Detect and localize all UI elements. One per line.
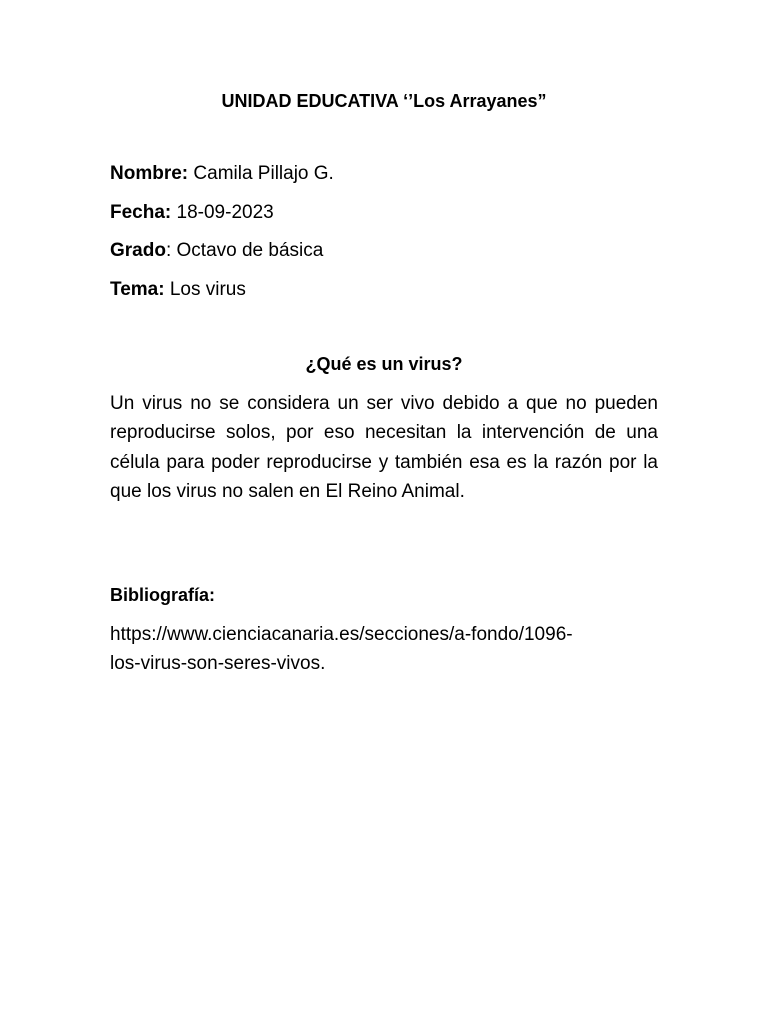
field-tema — [110, 277, 246, 303]
bibliography-reference-line1: https://www.cienciacanaria.es/secciones/a-fondo/1096- — [110, 624, 573, 645]
body-paragraph: Un virus no se considera un ser vivo debido a que no pueden reproducirse solos, por eso necesitan la intervención de una célula para poder reproducirse y también esa es la razón por la que los virus no salen en El Reino Animal. — [110, 393, 658, 502]
field-nombre-label: Nombre: — [110, 163, 189, 184]
field-nombre-value: Camila Pillajo G. — [188, 163, 334, 184]
field-fecha — [110, 200, 274, 226]
field-tema-label: Tema: — [110, 279, 165, 300]
section-heading: ¿Qué es un virus? — [305, 354, 463, 374]
field-tema-value: Los virus — [164, 279, 246, 300]
field-nombre — [110, 161, 334, 187]
field-grado — [110, 238, 323, 264]
document-title: UNIDAD EDUCATIVA ‘’Los Arrayanes” — [221, 91, 547, 111]
bibliography-reference-line2: los-virus-son-seres-vivos. — [110, 653, 326, 675]
field-grado-label: Grado — [110, 240, 166, 261]
field-fecha-label: Fecha: — [110, 202, 172, 223]
field-fecha-value: 18-09-2023 — [171, 202, 274, 223]
bibliography-heading: Bibliografía: — [110, 585, 216, 605]
field-grado-value: : Octavo de básica — [165, 240, 324, 261]
bibliography-reference — [110, 620, 658, 679]
